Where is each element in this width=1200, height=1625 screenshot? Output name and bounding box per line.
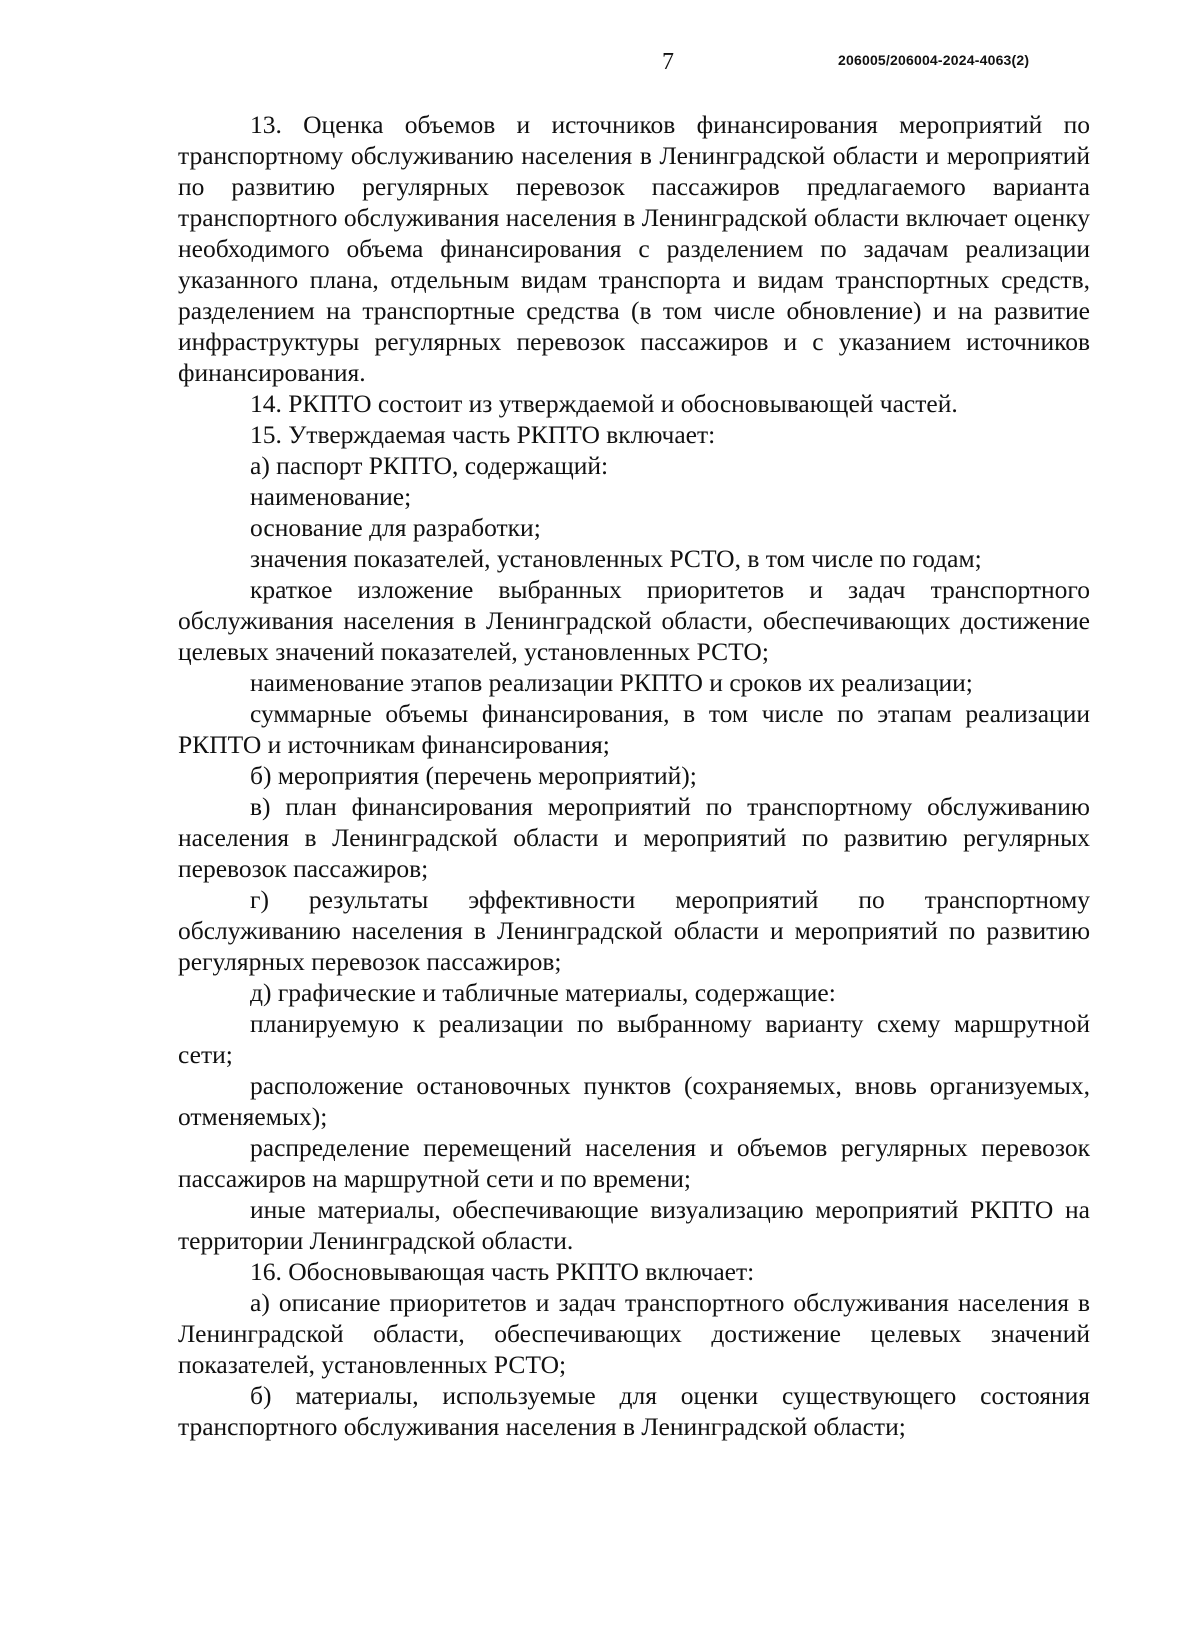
list-item-financing-plan: в) план финансирования мероприятий по транспортному обслуживанию населения в Ленинградской области и мероприятий по развитию регулярных перевозок пассажиров;	[178, 792, 1090, 883]
list-item-basis: основание для разработки;	[250, 513, 541, 542]
document-registration-code: 206005/206004-2024-4063(2)	[838, 52, 1030, 68]
list-item-passenger-distribution: распределение перемещений населения и объемов регулярных перевозок пассажиров на маршрутной сети и по времени;	[178, 1133, 1090, 1193]
list-item-priorities-description: а) описание приоритетов и задач транспортного обслуживания населения в Ленинградской области, обеспечивающих достижение целевых значений показателей, установленных РСТО;	[178, 1288, 1090, 1379]
paragraph-16-justifying-part: 16. Обосновывающая часть РКПТО включает:	[250, 1257, 755, 1286]
list-item-financing-totals: суммарные объемы финансирования, в том числе по этапам реализации РКПТО и источникам финансирования;	[178, 699, 1090, 759]
list-item-passport: а) паспорт РКПТО, содержащий:	[250, 451, 609, 480]
list-item-other-materials: иные материалы, обеспечивающие визуализацию мероприятий РКПТО на территории Ленинградской области.	[178, 1195, 1090, 1255]
list-item-indicator-values: значения показателей, установленных РСТО, в том числе по годам;	[250, 544, 982, 573]
list-item-assessment-materials: б) материалы, используемые для оценки существующего состояния транспортного обслуживания населения в Ленинградской области;	[178, 1381, 1090, 1441]
list-item-priorities-summary: краткое изложение выбранных приоритетов и задач транспортного обслуживания населения в Ленинградской области, обеспечивающих достижение целевых значений показателей, установленных РСТО;	[178, 575, 1090, 666]
paragraph-13-financing-assessment: 13. Оценка объемов и источников финансирования мероприятий по транспортному обслуживанию населения в Ленинградской области и мероприятий по развитию регулярных перевозок пассажиров предлагаемого варианта транспортного обслуживания населения в Ленинградской области включает оценку необходимого объема финансирования с разделением по задачам реализации указанного плана, отдельным видам транспорта и видам транспортных средств, разделением на транспортные средства (в том числе обновление) и на развитие инфраструктуры регулярных перевозок пассажиров и с указанием источников финансирования.	[178, 110, 1090, 387]
document-body	[178, 109, 1090, 1442]
paragraph-15-approved-part: 15. Утверждаемая часть РКПТО включает:	[250, 420, 716, 449]
list-item-graphic-materials: д) графические и табличные материалы, содержащие:	[250, 978, 836, 1007]
list-item-route-network-scheme: планируемую к реализации по выбранному варианту схему маршрутной сети;	[178, 1009, 1090, 1069]
page-number: 7	[662, 49, 674, 75]
list-item-measures: б) мероприятия (перечень мероприятий);	[250, 761, 697, 790]
list-item-name: наименование;	[250, 482, 412, 511]
list-item-stages: наименование этапов реализации РКПТО и сроков их реализации;	[250, 668, 973, 697]
list-item-efficiency-results: г) результаты эффективности мероприятий по транспортному обслуживанию населения в Ленинградской области и мероприятий по развитию регулярных перевозок пассажиров;	[178, 885, 1090, 976]
paragraph-14-structure: 14. РКПТО состоит из утверждаемой и обосновывающей частей.	[250, 389, 958, 418]
list-item-stop-locations: расположение остановочных пунктов (сохраняемых, вновь организуемых, отменяемых);	[178, 1071, 1090, 1131]
